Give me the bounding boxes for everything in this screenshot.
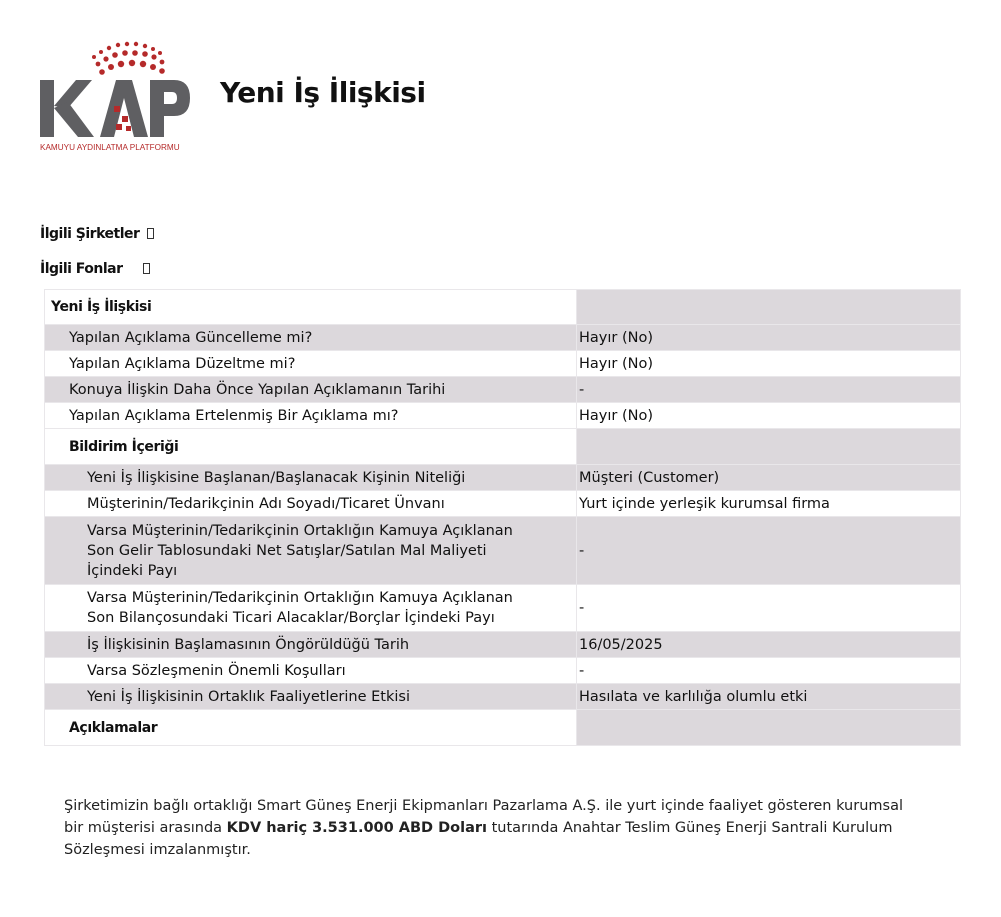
page-title: Yeni İş İlişkisi xyxy=(220,76,426,109)
table-row xyxy=(45,517,961,585)
related-funds-label: İlgili Fonlar xyxy=(40,261,123,277)
table-row xyxy=(45,632,961,658)
row-label: Varsa Sözleşmenin Önemli Koşulları xyxy=(87,662,346,679)
row-value: Müşteri (Customer) xyxy=(579,469,720,486)
row-value: Hayır (No) xyxy=(579,407,654,424)
related-companies-label: İlgili Şirketler xyxy=(40,226,140,242)
table-row xyxy=(45,325,961,351)
contract-amount: KDV hariç 3.531.000 ABD Doları xyxy=(226,820,488,836)
related-companies-toggle[interactable] xyxy=(40,226,154,242)
row-value: - xyxy=(579,662,585,679)
row-value: 16/05/2025 xyxy=(579,636,663,653)
section-row-explanations xyxy=(45,710,961,746)
section-row-notification-content xyxy=(45,429,961,465)
row-label: İş İlişkisinin Başlamasının Öngörüldüğü Tarih xyxy=(87,636,410,653)
section-title: Açıklamalar xyxy=(45,710,577,746)
row-value: - xyxy=(579,600,585,616)
kap-logo[interactable] xyxy=(38,36,193,154)
related-funds-toggle[interactable] xyxy=(40,261,150,277)
row-value: Hayır (No) xyxy=(579,329,654,346)
table-row xyxy=(45,491,961,517)
row-label: Yapılan Açıklama Güncelleme mi? xyxy=(69,329,313,346)
row-label: Yapılan Açıklama Düzeltme mi? xyxy=(69,355,296,372)
row-label: Varsa Müşterinin/Tedarikçinin Ortaklığın Kamuya Açıklanan Son Bilançosundaki Ticari Alacaklar/Borçlar İçindeki Payı xyxy=(87,590,513,626)
logo-subtitle: KAMUYU AYDINLATMA PLATFORMU xyxy=(40,143,180,152)
row-label: Yeni İş İlişkisinin Ortaklık Faaliyetlerine Etkisi xyxy=(87,688,410,705)
table-header-row xyxy=(45,290,961,325)
table-row xyxy=(45,403,961,429)
explanation-paragraph: Şirketimizin bağlı ortaklığı Smart Güneş Enerji Ekipmanları Pazarlama A.Ş. ile yurt içinde faaliyet gösteren kurumsal bir müşterisi arasında KDV hariç 3.531.000 ABD Doları tutarında Anahtar Teslim Güneş Enerji Santrali Kurulum Sözleşmesi imzalanmıştır. xyxy=(64,798,903,858)
row-value: Hasılata ve karlılığa olumlu etki xyxy=(579,688,808,705)
table-row xyxy=(45,658,961,684)
header xyxy=(38,36,938,156)
expand-icon xyxy=(143,263,150,274)
row-label: Yeni İş İlişkisine Başlanan/Başlanacak Kişinin Niteliği xyxy=(87,469,466,486)
table-row xyxy=(45,684,961,710)
row-label: Yapılan Açıklama Ertelenmiş Bir Açıklama mı? xyxy=(69,407,399,424)
row-label: Konuya İlişkin Daha Önce Yapılan Açıklamanın Tarihi xyxy=(69,381,446,398)
row-label: Müşterinin/Tedarikçinin Adı Soyadı/Ticaret Ünvanı xyxy=(87,495,445,512)
row-value: - xyxy=(579,381,585,398)
row-value: Hayır (No) xyxy=(579,355,654,372)
globe-dots-icon xyxy=(92,42,165,75)
table-row xyxy=(45,351,961,377)
table-row xyxy=(45,585,961,632)
row-value: - xyxy=(579,542,585,559)
table-header: Yeni İş İlişkisi xyxy=(45,290,577,325)
expand-icon xyxy=(147,228,154,239)
disclosure-table xyxy=(44,289,961,746)
row-label: Varsa Müşterinin/Tedarikçinin Ortaklığın Kamuya Açıklanan Son Gelir Tablosundaki Net Satışlar/Satılan Mal Maliyeti İçindeki Payı xyxy=(87,522,513,579)
row-value: Yurt içinde yerleşik kurumsal firma xyxy=(579,495,830,512)
table-row xyxy=(45,377,961,403)
table-row xyxy=(45,465,961,491)
section-title: Bildirim İçeriği xyxy=(45,429,577,465)
